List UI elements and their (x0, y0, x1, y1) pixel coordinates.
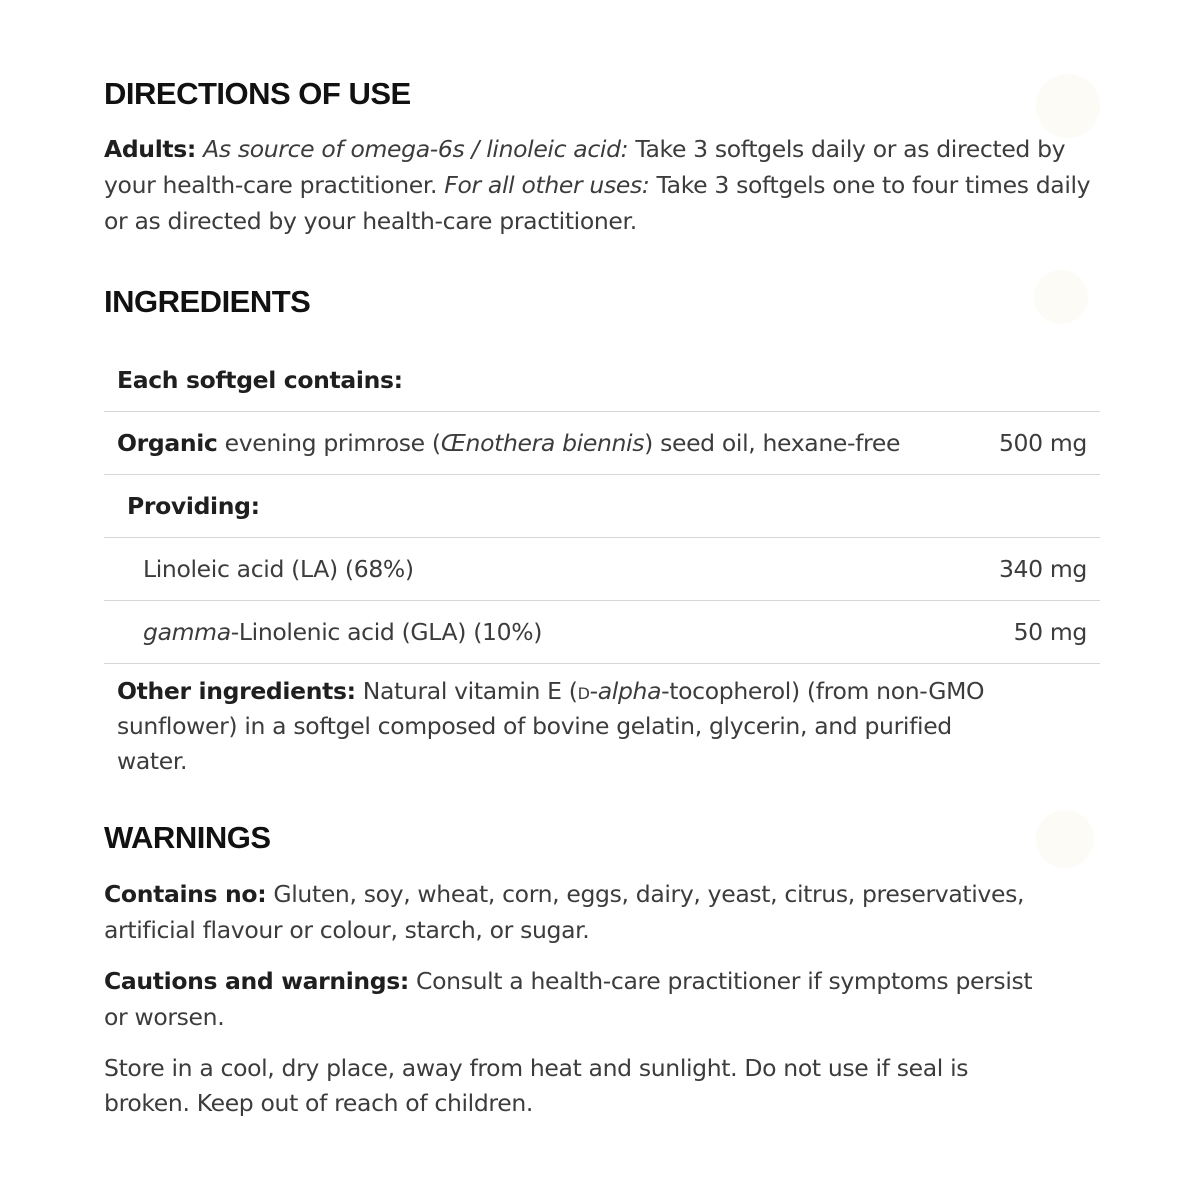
table-row (104, 601, 1100, 664)
other-ingredients-text: -tocopherol) (from non-GMO sunflower) in a softgel composed of bovine gelatin, glycerin, and purified water. (117, 677, 985, 775)
gamma-prefix: gamma (143, 618, 231, 646)
table-row (104, 475, 1100, 538)
storage-paragraph: Store in a cool, dry place, away from heat and sunlight. Do not use if seal is broken. Keep out of reach of children. (104, 1054, 969, 1117)
cautions-text: Consult a health-care practitioner if symptoms persist or worsen. (104, 967, 1033, 1031)
other-ingredients-label: Other ingredients: (117, 677, 356, 705)
ingredient-amount: 500 mg (998, 429, 1087, 457)
directions-paragraph (104, 131, 1104, 239)
table-row (104, 538, 1100, 601)
cautions-paragraph (104, 963, 1034, 1035)
botanical-name: Œnothera biennis (440, 429, 645, 457)
ingredient-name (143, 618, 542, 646)
providing-label: Providing: (127, 492, 260, 520)
table-row (104, 412, 1100, 475)
ingredient-name (117, 429, 900, 457)
each-softgel-label: Each softgel contains: (117, 365, 403, 394)
other-ingredients-paragraph (117, 674, 1017, 779)
d-prefix: d (577, 677, 590, 705)
contains-no-paragraph (104, 876, 1074, 948)
warnings-heading: WARNINGS (104, 820, 271, 855)
ingredient-text: evening primrose ( (217, 429, 441, 457)
ingredient-name: Linoleic acid (LA) (68%) (143, 555, 414, 583)
other-uses-intro: For all other uses: (444, 171, 650, 199)
cautions-label: Cautions and warnings: (104, 967, 409, 995)
decorative-circle (1036, 74, 1100, 138)
contains-no-label: Contains no: (104, 880, 267, 908)
ingredient-text: ) seed oil, hexane-free (644, 429, 901, 457)
directions-heading: DIRECTIONS OF USE (104, 76, 411, 111)
ingredients-heading: INGREDIENTS (104, 284, 311, 319)
organic-label: Organic (117, 429, 218, 457)
dash: - (589, 677, 598, 705)
decorative-circle (1034, 270, 1088, 324)
decorative-circle (1036, 810, 1094, 868)
table-row (104, 348, 1100, 412)
adults-label: Adults: (104, 135, 196, 163)
ingredient-amount: 50 mg (1013, 618, 1087, 646)
ingredients-table (104, 348, 1100, 664)
contains-no-text: Gluten, soy, wheat, corn, eggs, dairy, yeast, citrus, preservatives, artificial flavour or colour, starch, or sugar. (104, 880, 1025, 944)
ingredient-text: -Linolenic acid (GLA) (10%) (230, 618, 543, 646)
omega-intro: As source of omega-6s / linoleic acid: (203, 135, 629, 163)
alpha-prefix: alpha (597, 677, 662, 705)
omega-text: Take 3 softgels daily or as directed by your health-care practitioner. (104, 135, 1066, 199)
ingredient-amount: 340 mg (998, 555, 1087, 583)
other-uses-text: Take 3 softgels one to four times daily or as directed by your health-care practitioner. (104, 171, 1091, 235)
other-ingredients-text: Natural vitamin E ( (355, 677, 578, 705)
